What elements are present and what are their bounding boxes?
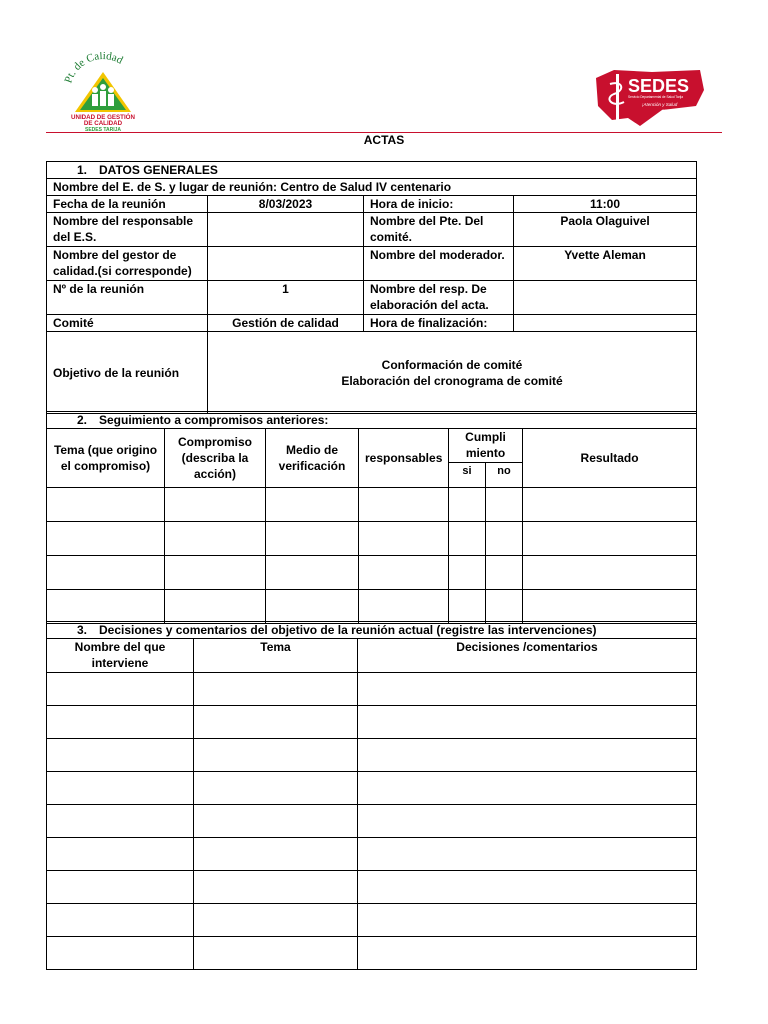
- cell-tema[interactable]: [194, 805, 358, 838]
- cell-no[interactable]: [486, 556, 523, 590]
- table-row: [47, 871, 697, 904]
- cell-tema[interactable]: [194, 739, 358, 772]
- cell-tema[interactable]: [47, 522, 165, 556]
- table-row: [47, 590, 697, 624]
- table-row: [47, 522, 697, 556]
- cell-responsables[interactable]: [359, 590, 449, 624]
- section-3-heading: 3. Decisiones y comentarios del objetivo de la reunión actual (registre las intervenciones): [47, 622, 697, 639]
- cell-nombre[interactable]: [47, 706, 194, 739]
- hora-fin-label: Hora de finalización:: [364, 315, 514, 332]
- responsable-value[interactable]: [208, 213, 364, 247]
- fecha-label: Fecha de la reunión: [47, 196, 208, 213]
- cell-tema[interactable]: [194, 706, 358, 739]
- col-compromiso: Compromiso (describa la acción): [165, 429, 266, 488]
- cell-decisiones[interactable]: [358, 871, 697, 904]
- cell-decisiones[interactable]: [358, 739, 697, 772]
- cell-nombre[interactable]: [47, 805, 194, 838]
- cell-compromiso[interactable]: [165, 590, 266, 624]
- hora-inicio-label: Hora de inicio:: [364, 196, 514, 213]
- cell-tema[interactable]: [47, 556, 165, 590]
- cell-nombre[interactable]: [47, 838, 194, 871]
- responsable-label: Nombre del responsable del E.S.: [47, 213, 208, 247]
- cell-medio[interactable]: [266, 522, 359, 556]
- section-2-heading: 2. Seguimiento a compromisos anteriores:: [47, 412, 697, 429]
- cell-compromiso[interactable]: [165, 556, 266, 590]
- col-si: si: [449, 463, 486, 488]
- table-row: [47, 488, 697, 522]
- cell-decisiones[interactable]: [358, 937, 697, 970]
- moderador-value[interactable]: Yvette Aleman: [514, 247, 697, 281]
- cell-responsables[interactable]: [359, 522, 449, 556]
- cell-si[interactable]: [449, 590, 486, 624]
- cell-resultado[interactable]: [523, 488, 697, 522]
- cell-nombre[interactable]: [47, 772, 194, 805]
- cell-decisiones[interactable]: [358, 706, 697, 739]
- cell-nombre[interactable]: [47, 871, 194, 904]
- sedes-brand-text: SEDES: [628, 76, 690, 96]
- cell-responsables[interactable]: [359, 556, 449, 590]
- table-row: [47, 556, 697, 590]
- col-nombre-interviene: Nombre del que interviene: [47, 639, 194, 673]
- logo-line-1: UNIDAD DE GESTIÓN: [71, 114, 135, 121]
- cell-resultado[interactable]: [523, 556, 697, 590]
- cell-decisiones[interactable]: [358, 904, 697, 937]
- seguimiento-table: [46, 411, 697, 624]
- fecha-value[interactable]: 8/03/2023: [208, 196, 364, 213]
- cell-nombre[interactable]: [47, 739, 194, 772]
- cell-medio[interactable]: [266, 590, 359, 624]
- comite-value[interactable]: Gestión de calidad: [208, 315, 364, 332]
- table-row: [47, 904, 697, 937]
- datos-generales-table: [46, 161, 697, 414]
- cell-nombre[interactable]: [47, 937, 194, 970]
- sedes-logo: [592, 66, 707, 128]
- comite-label: Comité: [47, 315, 208, 332]
- cell-resultado[interactable]: [523, 522, 697, 556]
- resp-acta-label: Nombre del resp. De elaboración del acta.: [364, 281, 514, 315]
- lugar-reunion: Nombre del E. de S. y lugar de reunión: Centro de Salud IV centenario: [47, 179, 697, 196]
- objetivo-value[interactable]: [208, 332, 697, 414]
- col-tema: Tema: [194, 639, 358, 673]
- logo-line-2: DE CALIDAD: [83, 120, 123, 127]
- cell-nombre[interactable]: [47, 673, 194, 706]
- cell-decisiones[interactable]: [358, 805, 697, 838]
- sedes-tagline-3: para TODOS!: [662, 108, 690, 113]
- presidente-value[interactable]: Paola Olaguivel: [514, 213, 697, 247]
- cell-resultado[interactable]: [523, 590, 697, 624]
- resp-acta-value[interactable]: [514, 281, 697, 315]
- presidente-label: Nombre del Pte. Del comité.: [364, 213, 514, 247]
- table-row: [47, 805, 697, 838]
- table-row: [47, 739, 697, 772]
- table-row: [47, 673, 697, 706]
- cell-compromiso[interactable]: [165, 488, 266, 522]
- cell-medio[interactable]: [266, 488, 359, 522]
- objetivo-line-2: Elaboración del cronograma de comité: [341, 373, 563, 388]
- cell-nombre[interactable]: [47, 904, 194, 937]
- sedes-tagline-1: Servicio Departamental de Salud Tarija: [628, 95, 684, 99]
- col-medio-verificacion: Medio de verificación: [266, 429, 359, 488]
- gestor-label: Nombre del gestor de calidad.(si corresponde): [47, 247, 208, 281]
- hora-fin-value[interactable]: [514, 315, 697, 332]
- col-tema: Tema (que origino el compromiso): [47, 429, 165, 488]
- hora-inicio-value[interactable]: 11:00: [514, 196, 697, 213]
- cell-decisiones[interactable]: [358, 838, 697, 871]
- cell-tema[interactable]: [194, 772, 358, 805]
- cell-tema[interactable]: [194, 871, 358, 904]
- cell-no[interactable]: [486, 522, 523, 556]
- cell-responsables[interactable]: [359, 488, 449, 522]
- document-title: ACTAS: [363, 133, 405, 147]
- table-row: [47, 772, 697, 805]
- cell-tema[interactable]: [47, 590, 165, 624]
- cell-no[interactable]: [486, 590, 523, 624]
- cell-medio[interactable]: [266, 556, 359, 590]
- col-resultado: Resultado: [523, 429, 697, 488]
- calidad-logo: [58, 52, 148, 132]
- cell-si[interactable]: [449, 488, 486, 522]
- cell-tema[interactable]: [47, 488, 165, 522]
- cell-decisiones[interactable]: [358, 673, 697, 706]
- sedes-tagline-2: ¡Atención y Salud: [642, 102, 678, 107]
- objetivo-line-1: Conformación de comité: [381, 357, 523, 372]
- col-responsables: responsables: [359, 429, 449, 488]
- document-header: [0, 0, 768, 135]
- cell-tema[interactable]: [194, 937, 358, 970]
- cell-compromiso[interactable]: [165, 522, 266, 556]
- cell-si[interactable]: [449, 556, 486, 590]
- section-1-heading: 1. DATOS GENERALES: [47, 162, 697, 179]
- nro-reunion-value[interactable]: 1: [208, 281, 364, 315]
- moderador-label: Nombre del moderador.: [364, 247, 514, 281]
- cell-tema[interactable]: [194, 904, 358, 937]
- table-row: [47, 706, 697, 739]
- col-cumplimiento: Cumpli miento: [449, 429, 523, 463]
- nro-reunion-label: Nº de la reunión: [47, 281, 208, 315]
- table-row: [47, 838, 697, 871]
- objetivo-label: Objetivo de la reunión: [47, 332, 208, 414]
- cell-tema[interactable]: [194, 673, 358, 706]
- col-decisiones: Decisiones /comentarios: [358, 639, 697, 673]
- cell-tema[interactable]: [194, 838, 358, 871]
- table-row: [47, 937, 697, 970]
- gestor-value[interactable]: [208, 247, 364, 281]
- logo-arc-text: Pt. de Calidad: [62, 52, 125, 85]
- decisiones-table: [46, 621, 697, 970]
- cell-no[interactable]: [486, 488, 523, 522]
- cell-decisiones[interactable]: [358, 772, 697, 805]
- logo-line-3: SEDES TARIJA: [84, 127, 122, 132]
- cell-si[interactable]: [449, 522, 486, 556]
- col-no: no: [486, 463, 523, 488]
